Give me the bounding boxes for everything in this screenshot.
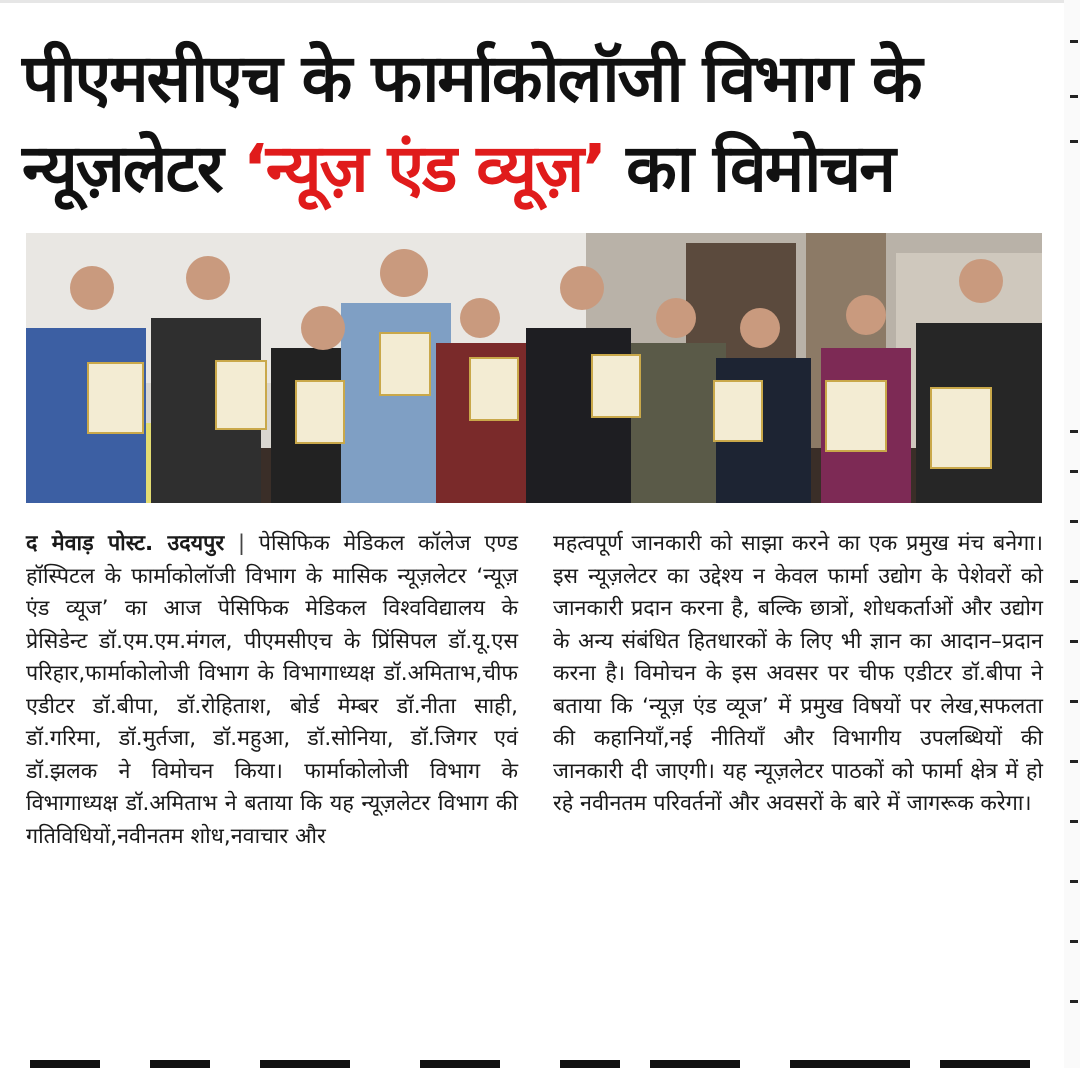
column-left-paragraph [26, 528, 518, 853]
column-right-text: महत्वपूर्ण जानकारी को साझा करने का एक प्रमुख मंच बनेगा। इस न्यूज़लेटर का उद्देश्य न केवल फार्मा उद्योग के पेशेवरों को जानकारी प्रदान करना है, बल्कि छात्रों, शोधकर्ताओं और उद्योग के अन्य संबंधित हितधारकों के लिए भी ज्ञान का आदान–प्रदान करना है। विमोचन के इस अवसर पर चीफ एडीटर डॉ.बीपा ने बताया कि ‘न्यूज़ एंड व्यूज’ में प्रमुख विषयों पर लेख,सफलता की कहानियाँ,नई नीतियाँ और विभागीय उपलब्धियों की जानकारी दी जाएगी। यह न्यूज़लेटर पाठकों को फार्मा क्षेत्र में हो रहे नवीनतम परिवर्तनों और अवसरों के बारे में जागरूक करेगा। [553, 531, 1043, 816]
article-column-right [553, 528, 1043, 821]
headline-line-2-end: का विमोचन [626, 130, 894, 207]
group-photo [26, 233, 1042, 503]
column-left-text: पेसिफिक मेडिकल कॉलेज एण्ड हॉस्पिटल के फार्माकोलॉजी विभाग के मासिक न्यूज़लेटर ‘न्यूज़ एंड व्यूज’ का आज पेसिफिक मेडिकल विश्वविद्यालय के प्रेसिडेन्ट डॉ.एम.एम.मंगल, पीएमसीएच के प्रिंसिपल डॉ.यू.एस परिहार,फार्माकोलोजी विभाग के विभागाध्यक्ष डॉ.अमिताभ,चीफ एडीटर डॉ.बीपा, डॉ.रोहिताश, बोर्ड मेम्बर डॉ.नीता साही, डॉ.गरिमा, डॉ.मुर्तजा, डॉ.महुआ, डॉ.सोनिया, डॉ.जिगर एवं डॉ.झलक ने विमोचन किया। फार्माकोलोजी विभाग के विभागाध्यक्ष डॉ.अमिताभ ने बताया कि यह न्यूज़लेटर विभाग की गतिविधियों,नवीनतम शोध,नवाचार और [26, 531, 518, 849]
headline [22, 34, 1032, 214]
top-rule [0, 0, 1080, 3]
headline-highlight: ‘न्यूज़ एंड व्यूज़’ [242, 130, 606, 207]
next-story-cut-edge [0, 1056, 1080, 1068]
adjacent-page-edge [1064, 0, 1080, 1068]
article-column-left [26, 528, 518, 853]
byline-separator: | [237, 531, 246, 556]
headline-line-2-start: न्यूज़लेटर [22, 130, 222, 207]
byline: द मेवाड़ पोस्ट. उदयपुर [26, 531, 225, 556]
headline-line-1: पीएमसीएच के फार्माकोलॉजी विभाग के [22, 40, 921, 117]
